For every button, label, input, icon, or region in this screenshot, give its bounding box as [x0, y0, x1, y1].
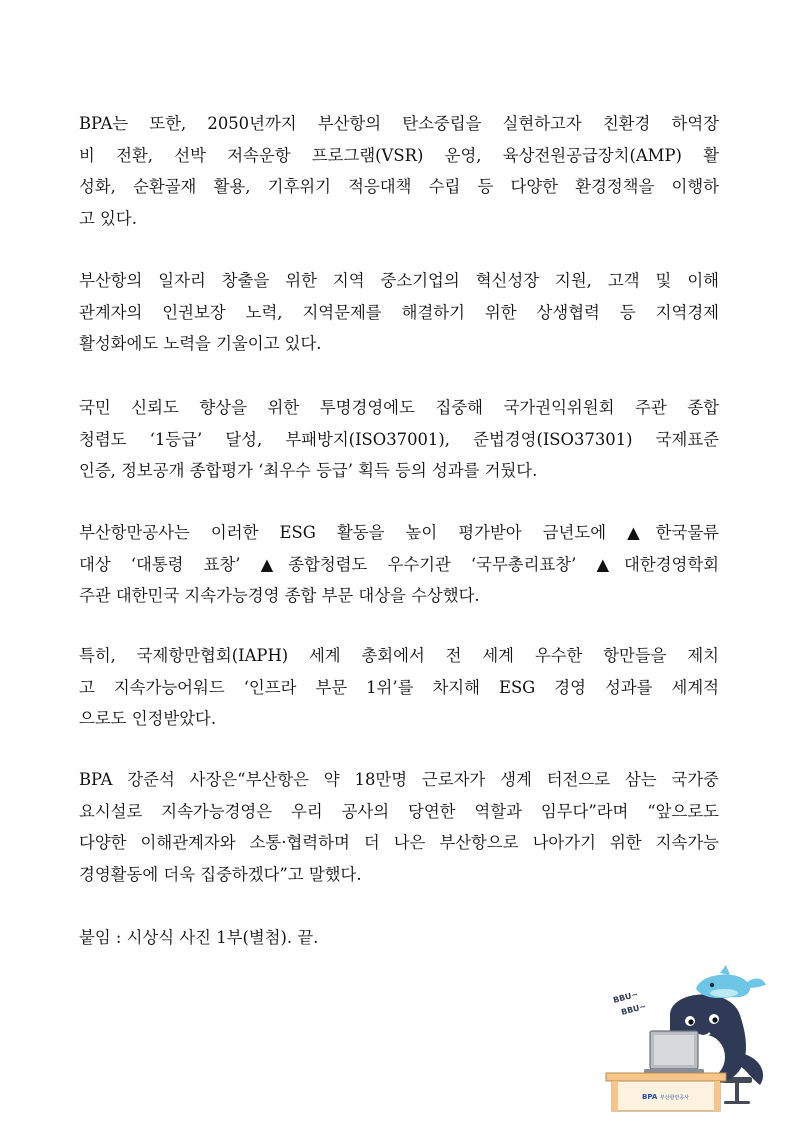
paragraph-line: 비 전환, 선박 저속운항 프로그램(VSR) 운영, 육상전원공급장치(AMP) 활 [79, 145, 719, 165]
speech-text-bottom: BBU~ [620, 1001, 648, 1017]
paragraph-line: 국민 신뢰도 향상을 위한 투명경영에도 집중해 국가권익위원회 주관 종합 [79, 398, 719, 417]
paragraph-line: 요시설로 지속가능경영은 우리 공사의 당연한 역할과 임무다”라며 “앞으로도 [79, 801, 719, 821]
desk-logo-text: BPA [642, 1093, 658, 1101]
mascot-illustration [600, 965, 778, 1115]
paragraph-line: 청렴도 ‘1등급’ 달성, 부패방지(ISO37001), 준법경영(ISO37301) 국제표준 [79, 429, 719, 449]
paragraph-environment [79, 108, 719, 234]
paragraph-awards [79, 517, 719, 612]
dolphin-mascot-icon [696, 965, 766, 998]
paragraph-line: 붙임 : 시상식 사진 1부(별첨). 끝. [79, 928, 319, 947]
paragraph-line: 고 있다. [79, 208, 137, 228]
paragraph-line: 대상 ‘대통령 표창’ ▲종합청렴도 우수기관 ‘국무총리표창’ ▲대한경영학회 [79, 554, 719, 574]
paragraph-line: 인증, 정보공개 종합평가 ‘최우수 등급’ 획득 등의 성과를 거뒀다. [79, 461, 538, 480]
paragraph-line: 주관 대한민국 지속가능경영 종합 부문 대상을 수상했다. [79, 586, 480, 605]
paragraph-line: BPA는 또한, 2050년까지 부산항의 탄소중립을 실현하고자 친환경 하역장 [79, 114, 719, 133]
paragraph-line: 고 지속가능어워드 ‘인프라 부문 1위’를 차지해 ESG 경영 성과를 세계적 [79, 677, 719, 697]
paragraph-governance [79, 392, 719, 487]
paragraph-ceo-quote [79, 764, 719, 890]
paragraph-line: BPA 강준석 사장은“부산항은 약 18만명 근로자가 생계 터전으로 삼는 국가중 [79, 770, 719, 789]
desk-logo-subtext: 부산항만공사 [660, 1095, 689, 1101]
paragraph-line: 부산항의 일자리 창출을 위한 지역 중소기업의 혁신성장 지원, 고객 및 이해 [79, 271, 719, 290]
paragraph-line: 성화, 순환골재 활용, 기후위기 적응대책 수립 등 다양한 환경정책을 이행하 [79, 177, 719, 196]
paragraph-line: 특히, 국제항만협회(IAPH) 세계 총회에서 전 세계 우수한 항만들을 제치 [79, 646, 719, 665]
paragraph-attachment-note [79, 922, 719, 954]
desk-icon [606, 1073, 726, 1111]
speech-bubble [612, 990, 647, 1017]
paragraph-line: 부산항만공사는 이러한 ESG 활동을 높이 평가받아 금년도에 ▲한국물류 [79, 523, 719, 542]
laptop-icon [644, 1031, 704, 1073]
paragraph-line: 경영활동에 더욱 집중하겠다”고 말했다. [79, 864, 362, 884]
paragraph-line: 으로도 인정받았다. [79, 709, 217, 728]
paragraph-line: 관계자의 인권보장 노력, 지역문제를 해결하기 위한 상생협력 등 지역경제 [79, 302, 719, 322]
paragraph-line: 다양한 이해관계자와 소통·협력하며 더 나은 부산항으로 나아가기 위한 지속가능 [79, 833, 719, 852]
paragraph-line: 활성화에도 노력을 기울이고 있다. [79, 334, 322, 353]
paragraph-iaph [79, 640, 719, 735]
paragraph-social [79, 265, 719, 360]
speech-text-top: BBU~ [612, 989, 640, 1005]
